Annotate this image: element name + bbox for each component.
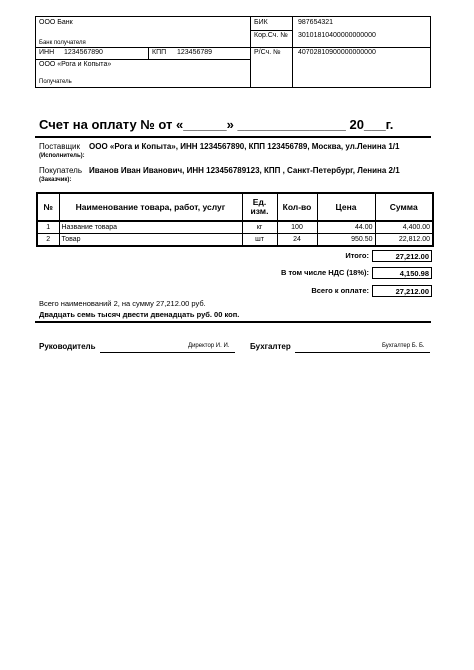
divider <box>36 47 250 48</box>
summary-underline <box>35 321 431 323</box>
cell-price: 950.50 <box>317 234 375 247</box>
total-to-pay-value: 27,212.00 <box>372 285 432 297</box>
col-header-unit-line1: Ед. <box>252 197 267 207</box>
recipient-label: Получатель <box>39 79 72 85</box>
table-header-row <box>37 193 433 221</box>
bank-details-table <box>35 16 431 88</box>
divider <box>250 17 251 87</box>
supplier-sublabel: (Исполнитель): <box>39 153 85 159</box>
col-header-name: Наименование товара, работ, услуг <box>59 193 242 221</box>
col-header-price: Цена <box>317 193 375 221</box>
cell-qty: 100 <box>277 221 317 234</box>
total-to-pay-label: Всего к оплате: <box>311 286 369 295</box>
kpp-label: КПП <box>152 49 167 56</box>
cell-sum: 22,812.00 <box>375 234 433 247</box>
summary-amount-in-words: Двадцать семь тысяч двести двенадцать руб. 00 коп. <box>39 310 240 319</box>
cell-unit: кг <box>242 221 277 234</box>
col-header-sum: Сумма <box>375 193 433 221</box>
divider <box>250 47 430 48</box>
total-label: Итого: <box>345 251 369 260</box>
recipient-name: ООО «Рога и Копыта» <box>39 61 112 68</box>
table-row <box>37 234 433 247</box>
col-header-unit <box>242 193 277 221</box>
head-signature-name: Директор И. И. <box>188 343 230 349</box>
account-value: 40702810900000000000 <box>298 49 376 56</box>
col-header-unit-line2: изм. <box>250 206 269 216</box>
kpp-value: 123456789 <box>177 49 213 56</box>
head-signature-line <box>100 352 235 353</box>
vat-value: 4,150.98 <box>372 267 432 279</box>
cell-unit: шт <box>242 234 277 247</box>
bank-name: ООО Банк <box>39 19 73 26</box>
cell-qty: 24 <box>277 234 317 247</box>
accountant-signature-line <box>295 352 430 353</box>
cell-num: 1 <box>37 221 59 234</box>
vat-label: В том числе НДС (18%): <box>280 268 369 277</box>
items-table <box>36 192 434 247</box>
inn-label: ИНН <box>39 49 55 56</box>
title-underline <box>35 136 431 138</box>
payee-bank-label: Банк получателя <box>39 40 86 46</box>
table-row <box>37 221 433 234</box>
divider <box>148 47 149 59</box>
bik-value: 987654321 <box>298 19 334 26</box>
cell-price: 44.00 <box>317 221 375 234</box>
bik-label: БИК <box>254 19 268 26</box>
col-header-qty: Кол-во <box>277 193 317 221</box>
divider <box>36 59 250 60</box>
cell-num: 2 <box>37 234 59 247</box>
corr-account-value: 30101810400000000000 <box>298 32 376 39</box>
supplier-value: ООО «Рога и Копыта», ИНН 1234567890, КПП 123456789, Москва, ул.Ленина 1/1 <box>89 142 400 151</box>
cell-name: Название товара <box>59 221 242 234</box>
summary-count: Всего наименований 2, на сумму 27,212.00 руб. <box>39 299 206 308</box>
divider <box>250 30 292 31</box>
invoice-title: Счет на оплату № от «______» _______________ 20___г. <box>39 117 394 132</box>
head-signature-label: Руководитель <box>39 342 96 351</box>
accountant-signature-label: Бухгалтер <box>250 342 291 351</box>
supplier-label: Поставщик <box>39 142 81 151</box>
account-label: Р/Сч. № <box>254 49 281 56</box>
col-header-num: № <box>37 193 59 221</box>
buyer-value: Иванов Иван Иванович, ИНН 123456789123, КПП , Санкт-Петербург, Ленина 2/1 <box>89 166 400 175</box>
divider <box>292 17 293 87</box>
total-value: 27,212.00 <box>372 250 432 262</box>
cell-name: Товар <box>59 234 242 247</box>
corr-account-label: Кор.Сч. № <box>254 32 288 39</box>
buyer-label: Покупатель <box>39 166 82 175</box>
accountant-signature-name: Бухгалтер Б. Б. <box>382 343 425 349</box>
inn-value: 1234567890 <box>64 49 103 56</box>
cell-sum: 4,400.00 <box>375 221 433 234</box>
buyer-sublabel: (Заказчик): <box>39 177 72 183</box>
